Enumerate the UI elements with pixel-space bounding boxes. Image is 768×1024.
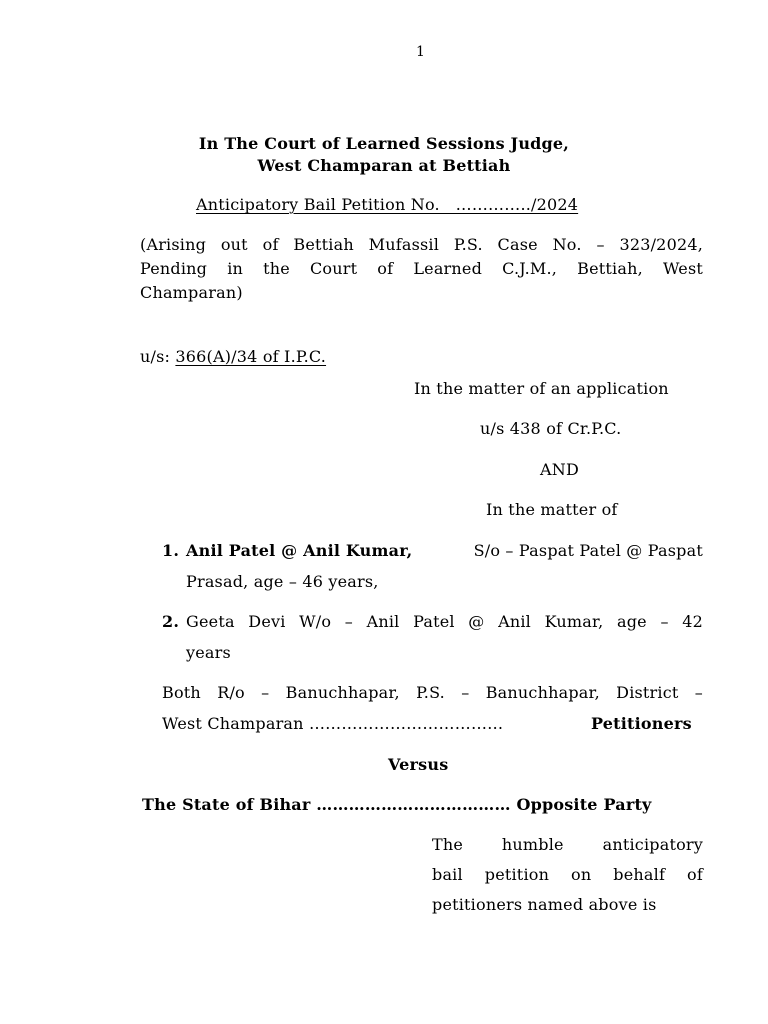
petitioners-role: Petitioners: [591, 714, 692, 733]
humble-line2: bail petition on behalf of: [432, 865, 703, 884]
court-title-line1: In The Court of Learned Sessions Judge,: [198, 134, 570, 153]
section-prefix: u/s:: [140, 347, 171, 366]
court-title-line2: West Champaran at Bettiah: [257, 156, 511, 175]
petitioner-1-number: 1.: [162, 541, 180, 560]
arising-line1: (Arising out of Bettiah Mufassil P.S. Case No. – 323/2024,: [140, 235, 703, 254]
residence-line1: Both R/o – Banuchhapar, P.S. – Banuchhapar, District –: [162, 683, 703, 702]
matter-application: In the matter of an application: [414, 379, 669, 398]
petitioner-1-line1: [186, 541, 703, 560]
versus-heading: Versus: [388, 755, 449, 774]
petitioner-1-parentage: S/o – Paspat Patel @ Paspat: [473, 541, 703, 560]
humble-line1: The humble anticipatory: [432, 835, 703, 854]
petition-number: Anticipatory Bail Petition No. …………../2024: [196, 195, 579, 214]
petitioner-1-line2: Prasad, age – 46 years,: [186, 572, 379, 591]
matter-us-crpc: u/s 438 of Cr.P.C.: [480, 419, 622, 438]
humble-line3: petitioners named above is: [432, 895, 657, 914]
petitioner-1-name: Anil Patel @ Anil Kumar,: [186, 541, 413, 560]
matter-and: AND: [540, 460, 579, 479]
page-number: 1: [416, 44, 426, 60]
arising-line2: Pending in the Court of Learned C.J.M., Bettiah, West: [140, 259, 703, 278]
petitioner-2-line2: years: [186, 643, 231, 662]
opposite-party-line: The State of Bihar ……………………………… Opposite Party: [142, 795, 652, 814]
petitioner-2-line1: Geeta Devi W/o – Anil Patel @ Anil Kumar, age – 42: [186, 612, 703, 631]
section-value: 366(A)/34 of I.P.C.: [175, 347, 327, 366]
petitioner-2-number: 2.: [162, 612, 180, 631]
residence-line2: West Champaran ………………………………: [162, 714, 504, 733]
matter-in-matter-of: In the matter of: [486, 500, 618, 519]
section-line: [140, 347, 326, 366]
arising-line3: Champaran): [140, 283, 243, 302]
